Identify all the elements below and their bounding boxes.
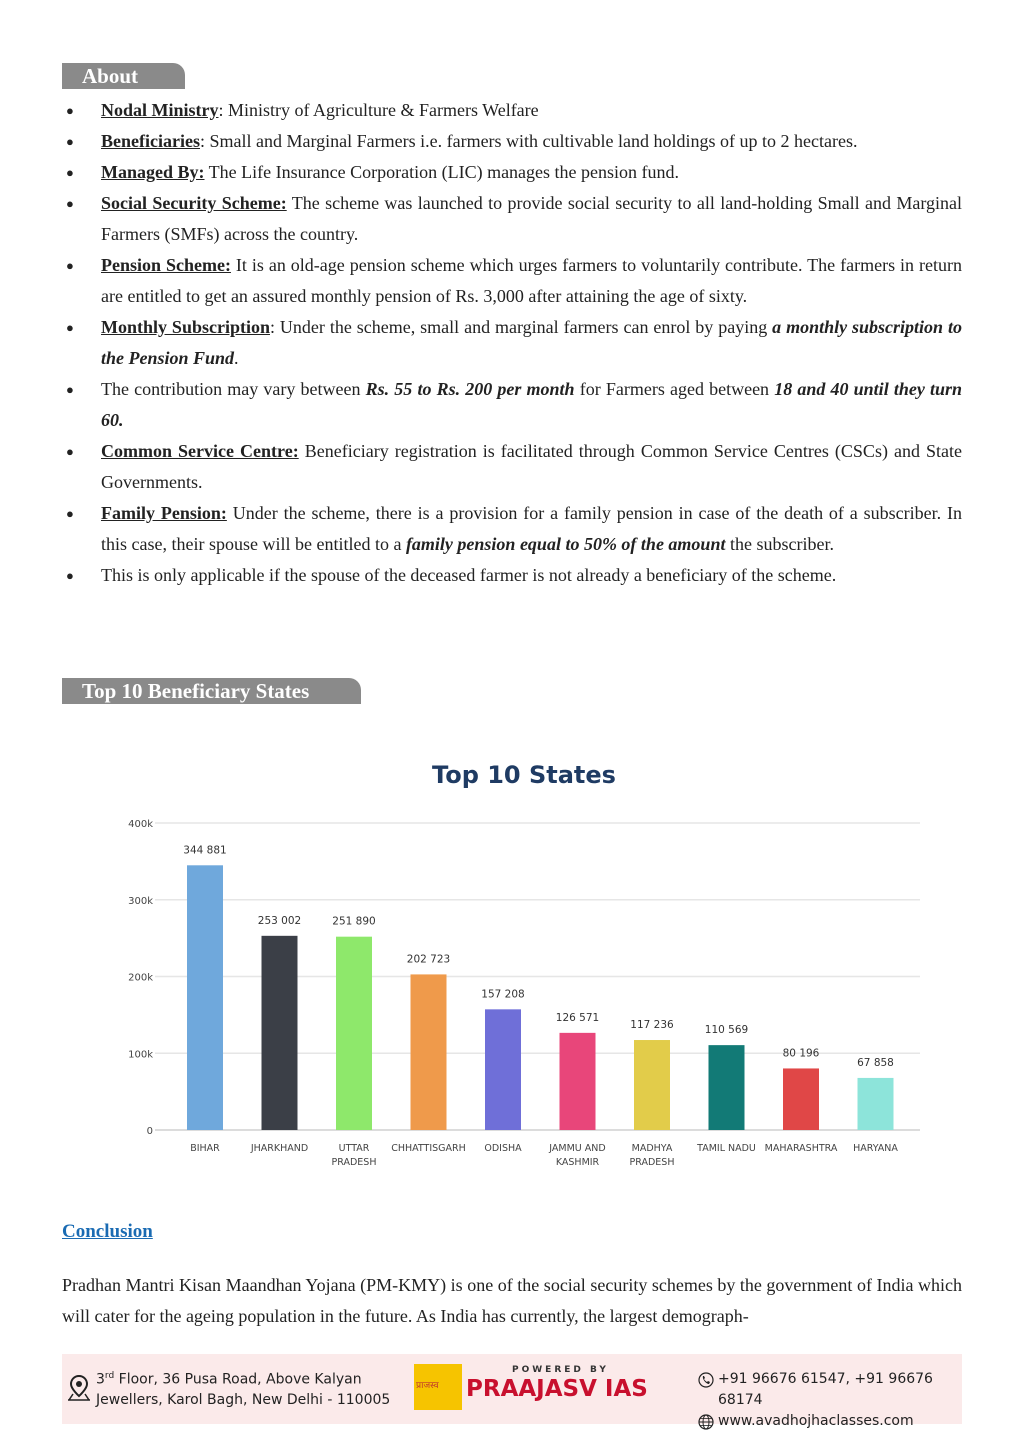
conclusion-heading[interactable]: Conclusion	[62, 1221, 153, 1242]
bar	[411, 974, 447, 1130]
x-tick-label: PRADESH	[629, 1157, 675, 1168]
bar	[858, 1078, 894, 1130]
y-tick-label: 200k	[128, 972, 153, 984]
x-tick-label: TAMIL NADU	[697, 1143, 756, 1154]
bar-value-label: 126 571	[555, 1011, 600, 1024]
x-tick-label: PRADESH	[331, 1157, 377, 1168]
bar	[262, 936, 298, 1130]
footer-address: 3rd Floor, 36 Pusa Road, Above Kalyan Jewellers, Karol Bagh, New Delhi - 110005	[96, 1371, 391, 1408]
x-tick-label: JHARKHAND	[250, 1143, 309, 1154]
list-item: ● Managed By: The Life Insurance Corporation (LIC) manages the pension fund.	[62, 157, 962, 188]
chart-title: Top 10 States	[432, 761, 616, 789]
brand-name: PRAAJASV IAS	[466, 1376, 648, 1402]
about-bullet-list	[62, 95, 962, 591]
x-tick-label: HARYANA	[853, 1143, 898, 1154]
x-tick-label: CHHATTISGARH	[391, 1143, 466, 1154]
x-tick-label: ODISHA	[484, 1143, 522, 1154]
phone-numbers[interactable]: +91 96676 61547, +91 96676 68174	[718, 1371, 933, 1408]
bar-value-label: 117 236	[630, 1019, 674, 1032]
website-link[interactable]: www.avadhojhaclasses.com	[718, 1413, 914, 1429]
list-item: ● The contribution may vary between Rs. 55 to Rs. 200 per month for Farmers aged between 18 and 40 until they turn 60.	[62, 374, 962, 436]
top-states-bar-chart	[110, 740, 930, 1190]
bar-value-label: 251 890	[332, 915, 376, 928]
list-item: ● Nodal Ministry: Ministry of Agriculture & Farmers Welfare	[62, 95, 962, 126]
conclusion-paragraph: Pradhan Mantri Kisan Maandhan Yojana (PM-KMY) is one of the social security schemes by the government of India which will cater for the ageing population in the future. As India has currently, the largest demograph-	[62, 1275, 962, 1326]
list-item: ● Pension Scheme: It is an old-age pension scheme which urges farmers to voluntarily contribute. The farmers in return are entitled to get an assured monthly pension of Rs. 3,000 after attaining the age of sixty.	[62, 250, 962, 312]
praajasv-logo: प्राजस्व	[414, 1364, 462, 1410]
bar-value-label: 253 002	[257, 914, 302, 927]
list-item: ● This is only applicable if the spouse of the deceased farmer is not already a beneficiary of the scheme.	[62, 560, 962, 591]
list-item: ● Beneficiaries: Small and Marginal Farmers i.e. farmers with cultivable land holdings of up to 2 hectares.	[62, 126, 962, 157]
bar	[485, 1009, 521, 1130]
x-tick-label: JAMMU AND	[549, 1143, 606, 1154]
bar-value-label: 67 858	[857, 1056, 894, 1069]
y-tick-label: 300k	[128, 895, 153, 907]
list-item: ● Social Security Scheme: The scheme was launched to provide social security to all land-holding Small and Marginal Farmers (SMFs) across the country.	[62, 188, 962, 250]
bar-value-label: 110 569	[704, 1024, 749, 1037]
page-footer	[62, 1354, 962, 1429]
list-item: ● Monthly Subscription: Under the scheme, small and marginal farmers can enrol by paying a monthly subscription to the Pension Fund.	[62, 312, 962, 374]
powered-by-label: POWERED BY	[512, 1365, 609, 1375]
bar	[336, 937, 372, 1130]
bar	[783, 1068, 819, 1130]
x-tick-label: UTTAR	[338, 1143, 370, 1154]
x-tick-label: KASHMIR	[555, 1157, 600, 1168]
list-item: ● Common Service Centre: Beneficiary registration is facilitated through Common Service Centres (CSCs) and State Governments.	[62, 436, 962, 498]
footer-contact	[698, 1369, 962, 1432]
phone-icon	[698, 1372, 714, 1388]
y-tick-label: 0	[146, 1126, 153, 1137]
y-tick-label: 400k	[128, 819, 153, 830]
x-tick-label: MADHYA	[631, 1143, 673, 1154]
bar-value-label: 80 196	[782, 1047, 820, 1060]
y-tick-label: 100k	[128, 1049, 153, 1061]
bar	[560, 1033, 596, 1130]
bar	[187, 865, 223, 1130]
bar	[634, 1040, 670, 1130]
globe-icon	[698, 1414, 714, 1430]
x-tick-label: BIHAR	[190, 1143, 220, 1154]
location-pin-icon	[66, 1374, 92, 1402]
x-tick-label: MAHARASHTRA	[764, 1143, 838, 1154]
bar-value-label: 344 881	[183, 844, 227, 857]
bar-value-label: 157 208	[481, 988, 525, 1001]
bar-value-label: 202 723	[406, 953, 451, 966]
list-item: ● Family Pension: Under the scheme, there is a provision for a family pension in case of the death of a subscriber. In this case, their spouse will be entitled to a family pension equal to 50% of the amount the subscriber.	[62, 498, 962, 560]
section-heading-about: About	[62, 63, 185, 89]
bar	[709, 1045, 745, 1130]
section-heading-top-states: Top 10 Beneficiary States	[62, 678, 361, 704]
